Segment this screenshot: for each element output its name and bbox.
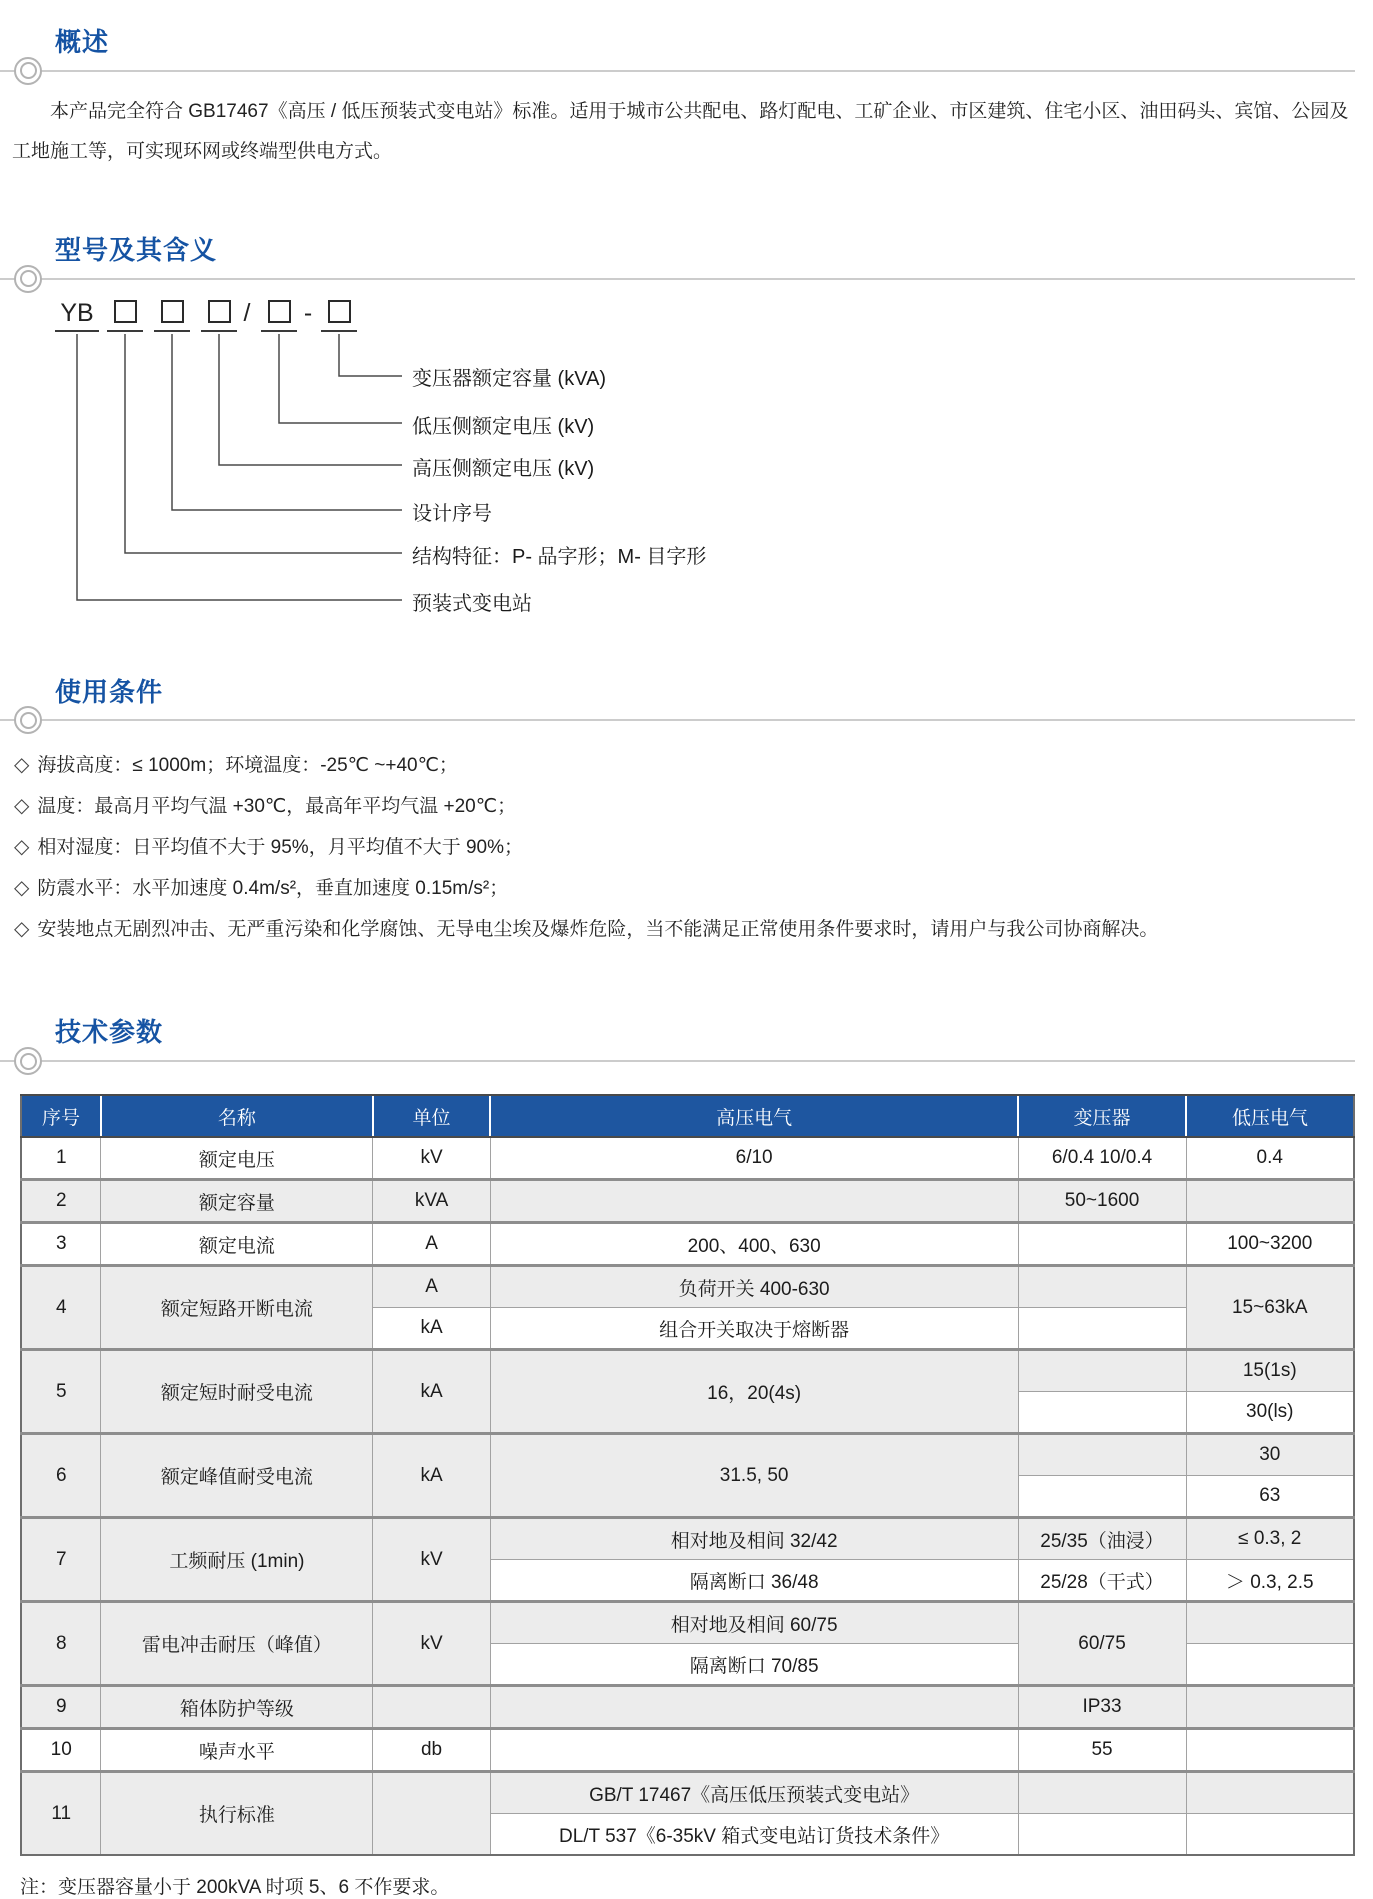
cell: ＞ 0.3, 2.5 <box>1186 1560 1354 1602</box>
cell-empty <box>1018 1223 1186 1266</box>
section-overview <box>0 26 1373 72</box>
cell: 100~3200 <box>1186 1223 1354 1266</box>
model-label-design: 设计序号 <box>412 502 492 525</box>
section-title-model: 型号及其含义 <box>55 234 218 265</box>
cell: 额定容量 <box>101 1180 373 1223</box>
cell: 7 <box>21 1518 101 1602</box>
placeholder-box-icon <box>161 300 184 323</box>
cell: kA <box>373 1434 490 1518</box>
cell: 8 <box>21 1602 101 1686</box>
cell: 31.5, 50 <box>490 1434 1018 1518</box>
cell: 11 <box>21 1772 101 1856</box>
cell: 0.4 <box>1186 1137 1354 1180</box>
model-connector-lines <box>0 298 1373 628</box>
cell-empty <box>1186 1644 1354 1686</box>
table-row <box>21 1223 1354 1266</box>
cell-empty <box>1018 1772 1186 1814</box>
cell: 隔离断口 36/48 <box>490 1560 1018 1602</box>
table-row <box>21 1729 1354 1772</box>
model-prefix: YB <box>55 298 99 332</box>
cell: 相对地及相间 60/75 <box>490 1602 1018 1644</box>
cell: kA <box>373 1308 490 1350</box>
cell: 60/75 <box>1018 1602 1186 1686</box>
cell: 隔离断口 70/85 <box>490 1644 1018 1686</box>
condition-item <box>14 909 1359 950</box>
model-box-design <box>154 298 190 332</box>
cell: 额定短路开断电流 <box>101 1266 373 1350</box>
cell-empty <box>1186 1686 1354 1729</box>
model-label-hv: 高压侧额定电压 (kV) <box>412 457 595 480</box>
col-header-unit: 单位 <box>373 1095 490 1137</box>
cell-empty <box>490 1686 1018 1729</box>
condition-text: 安装地点无剧烈冲击、无严重污染和化学腐蚀、无导电尘埃及爆炸危险，当不能满足正常使用条件要求时，请用户与我公司协商解决。 <box>37 919 1159 941</box>
cell: 55 <box>1018 1729 1186 1772</box>
cell: 额定电流 <box>101 1223 373 1266</box>
cell-empty <box>1186 1180 1354 1223</box>
cell: db <box>373 1729 490 1772</box>
section-tech <box>0 1016 1373 1062</box>
table-row <box>21 1518 1354 1560</box>
cell-empty <box>373 1772 490 1856</box>
cell: 15(1s) <box>1186 1350 1354 1392</box>
cell: 负荷开关 400-630 <box>490 1266 1018 1308</box>
cell-empty <box>490 1180 1018 1223</box>
model-label-capacity: 变压器额定容量 (kVA) <box>412 367 607 390</box>
table-row <box>21 1266 1354 1308</box>
cell: kV <box>373 1137 490 1180</box>
section-model <box>0 234 1373 280</box>
cell-empty <box>1186 1814 1354 1856</box>
cell: kV <box>373 1518 490 1602</box>
diamond-bullet-icon: ◇ <box>14 918 30 941</box>
table-row <box>21 1434 1354 1476</box>
cell: 额定短时耐受电流 <box>101 1350 373 1434</box>
tech-parameters-table <box>20 1094 1355 1856</box>
cell: A <box>373 1223 490 1266</box>
cell-empty <box>1018 1350 1186 1392</box>
model-box-capacity <box>321 298 357 332</box>
condition-item <box>14 745 1359 786</box>
model-label-station: 预装式变电站 <box>412 592 532 615</box>
cell: 5 <box>21 1350 101 1434</box>
cell: 6 <box>21 1434 101 1518</box>
section-title-conditions: 使用条件 <box>55 676 164 707</box>
table-note: 注：变压器容量小于 200kVA 时项 5、6 不作要求。 <box>20 1877 450 1899</box>
cell: 额定峰值耐受电流 <box>101 1434 373 1518</box>
diamond-bullet-icon: ◇ <box>14 795 30 818</box>
overview-paragraph: 本产品完全符合 GB17467《高压 / 低压预装式变电站》标准。适用于城市公共配电、路灯配电、工矿企业、市区建筑、住宅小区、油田码头、宾馆、公园及工地施工等，可实现环网或终端型供电方式。 <box>12 100 1349 162</box>
placeholder-box-icon <box>328 300 351 323</box>
table-row <box>21 1180 1354 1223</box>
table-row <box>21 1602 1354 1644</box>
cell: 雷电冲击耐压（峰值） <box>101 1602 373 1686</box>
cell-empty <box>1018 1814 1186 1856</box>
cell: 噪声水平 <box>101 1729 373 1772</box>
condition-item <box>14 827 1359 868</box>
cell: 16，20(4s) <box>490 1350 1018 1434</box>
col-header-lv: 低压电气 <box>1186 1095 1354 1137</box>
model-dash: - <box>303 299 313 328</box>
section-rule <box>0 278 1355 280</box>
cell: 15~63kA <box>1186 1266 1354 1350</box>
cell: 执行标准 <box>101 1772 373 1856</box>
cell: kVA <box>373 1180 490 1223</box>
conditions-list <box>14 745 1359 950</box>
section-rule <box>0 70 1355 72</box>
diamond-bullet-icon: ◇ <box>14 754 30 777</box>
model-label-structure: 结构特征：P- 品字形；M- 目字形 <box>412 545 707 568</box>
cell: 9 <box>21 1686 101 1729</box>
cell: 2 <box>21 1180 101 1223</box>
cell-empty <box>1186 1729 1354 1772</box>
cell: kV <box>373 1602 490 1686</box>
table-header-row <box>21 1095 1354 1137</box>
table-row <box>21 1686 1354 1729</box>
cell: 箱体防护等级 <box>101 1686 373 1729</box>
col-header-hv: 高压电气 <box>490 1095 1018 1137</box>
section-rule <box>0 719 1355 721</box>
cell: 3 <box>21 1223 101 1266</box>
model-box-lv <box>261 298 297 332</box>
section-marker-icon <box>14 57 42 85</box>
model-label-lv: 低压侧额定电压 (kV) <box>412 415 595 438</box>
model-designation-diagram <box>0 298 1373 628</box>
condition-item <box>14 868 1359 909</box>
cell-empty <box>1018 1266 1186 1308</box>
cell: GB/T 17467《高压低压预装式变电站》 <box>490 1772 1018 1814</box>
cell: 200、400、630 <box>490 1223 1018 1266</box>
cell: 6/0.4 10/0.4 <box>1018 1137 1186 1180</box>
cell-empty <box>1018 1308 1186 1350</box>
model-slash: / <box>243 299 251 328</box>
cell: 1 <box>21 1137 101 1180</box>
section-title-tech: 技术参数 <box>55 1017 164 1048</box>
cell: 63 <box>1186 1476 1354 1518</box>
cell-empty <box>373 1686 490 1729</box>
section-marker-icon <box>14 1047 42 1075</box>
cell: 6/10 <box>490 1137 1018 1180</box>
model-box-structure <box>107 298 143 332</box>
table-row <box>21 1350 1354 1392</box>
section-conditions <box>0 676 1373 722</box>
condition-item <box>14 786 1359 827</box>
table-row <box>21 1772 1354 1814</box>
section-title-overview: 概述 <box>55 27 110 57</box>
col-header-num: 序号 <box>21 1095 101 1137</box>
section-marker-icon <box>14 706 42 734</box>
section-rule <box>0 1060 1355 1062</box>
cell: 25/28（干式） <box>1018 1560 1186 1602</box>
placeholder-box-icon <box>268 300 291 323</box>
cell-empty <box>490 1729 1018 1772</box>
condition-text: 防震水平：水平加速度 0.4m/s²，垂直加速度 0.15m/s²； <box>37 878 509 900</box>
cell: A <box>373 1266 490 1308</box>
diamond-bullet-icon: ◇ <box>14 877 30 900</box>
cell-empty <box>1018 1392 1186 1434</box>
cell: 10 <box>21 1729 101 1772</box>
diamond-bullet-icon: ◇ <box>14 836 30 859</box>
condition-text: 海拔高度：≤ 1000m；环境温度：-25℃ ~+40℃； <box>37 755 458 777</box>
cell: kA <box>373 1350 490 1434</box>
model-box-hv <box>201 298 237 332</box>
cell-empty <box>1186 1602 1354 1644</box>
col-header-name: 名称 <box>101 1095 373 1137</box>
col-header-tr: 变压器 <box>1018 1095 1186 1137</box>
cell-empty <box>1018 1476 1186 1518</box>
cell-empty <box>1186 1772 1354 1814</box>
cell: 30 <box>1186 1434 1354 1476</box>
cell: 30(ls) <box>1186 1392 1354 1434</box>
cell: 工频耐压 (1min) <box>101 1518 373 1602</box>
cell: IP33 <box>1018 1686 1186 1729</box>
placeholder-box-icon <box>114 300 137 323</box>
cell: 4 <box>21 1266 101 1350</box>
placeholder-box-icon <box>208 300 231 323</box>
cell: 相对地及相间 32/42 <box>490 1518 1018 1560</box>
table-row <box>21 1137 1354 1180</box>
section-marker-icon <box>14 265 42 293</box>
cell: ≤ 0.3, 2 <box>1186 1518 1354 1560</box>
cell-empty <box>1018 1434 1186 1476</box>
cell: 25/35（油浸） <box>1018 1518 1186 1560</box>
cell: 50~1600 <box>1018 1180 1186 1223</box>
cell: DL/T 537《6-35kV 箱式变电站订货技术条件》 <box>490 1814 1018 1856</box>
condition-text: 温度：最高月平均气温 +30℃，最高年平均气温 +20℃； <box>37 796 517 818</box>
condition-text: 相对湿度：日平均值不大于 95%，月平均值不大于 90%； <box>37 837 524 859</box>
cell: 组合开关取决于熔断器 <box>490 1308 1018 1350</box>
cell: 额定电压 <box>101 1137 373 1180</box>
